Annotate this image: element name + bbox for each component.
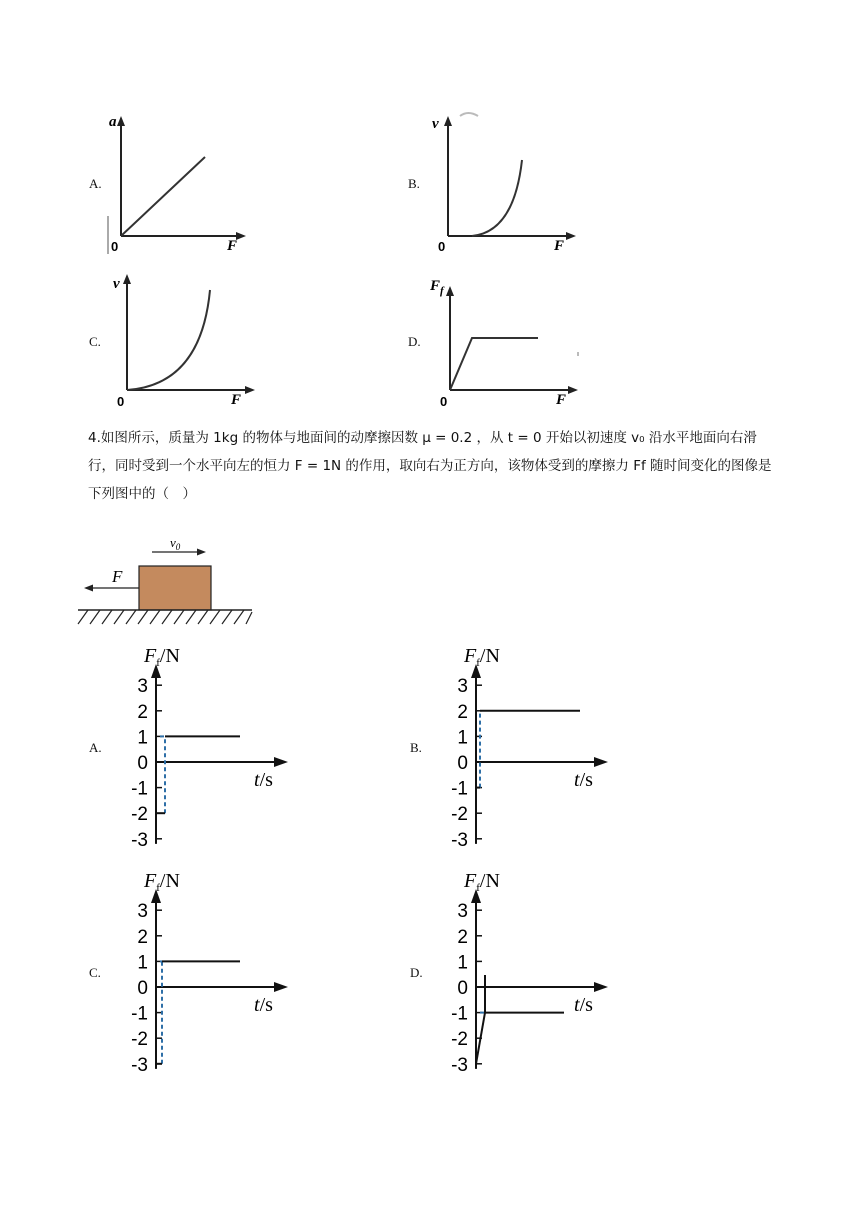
graph-curve: [472, 160, 522, 236]
y-tick-label-1: 1: [457, 952, 468, 974]
graph-curve: [127, 290, 210, 390]
y-tick-label-0: 0: [137, 978, 148, 999]
y-axis-arrow: [446, 286, 454, 296]
x-axis-arrow: [245, 386, 255, 394]
y-axis-title: $F_f/N$: [144, 645, 180, 669]
question-number: 4.: [88, 430, 101, 446]
origin-label: 0: [440, 394, 448, 409]
force-label: F: [112, 567, 123, 586]
x-axis-arrow: [274, 982, 288, 992]
origin-label: 0: [438, 239, 446, 254]
y-tick-label-0: 0: [457, 753, 468, 774]
origin-label: 0: [117, 394, 125, 409]
prev-option-b-label: B.: [408, 176, 420, 191]
y-axis-arrow: [444, 116, 452, 126]
y-tick-label--1: -1: [131, 1003, 148, 1025]
prev-graph-c: [111, 270, 271, 410]
x-axis-title: t/s: [574, 769, 593, 791]
x-axis-title: t/s: [254, 994, 273, 1016]
x-axis-label: F: [554, 238, 565, 254]
y-tick-label-2: 2: [137, 926, 148, 948]
prev-option-a-label: A.: [89, 176, 102, 191]
q4-graph-b: [424, 640, 624, 850]
x-axis-arrow: [274, 757, 288, 767]
y-axis-title: $F_f/N$: [464, 870, 500, 894]
q4-option-c-label: C.: [89, 965, 101, 980]
x-axis-title: t/s: [254, 769, 273, 791]
question-4-text: [88, 424, 778, 508]
y-tick-label--1: -1: [451, 778, 468, 800]
y-tick-label-2: 2: [457, 926, 468, 948]
x-axis-arrow: [568, 386, 578, 394]
velocity-arrowhead: [197, 549, 206, 556]
y-tick-label--2: -2: [131, 804, 148, 826]
x-axis-label: F: [227, 238, 238, 254]
y-tick-label--2: -2: [451, 1029, 468, 1051]
q4-option-b-label: B.: [410, 740, 422, 755]
block-diagram: [76, 530, 266, 630]
q4-graph-d: [424, 865, 624, 1075]
y-tick-label--1: -1: [131, 778, 148, 800]
y-tick-label-1: 1: [137, 952, 148, 974]
y-axis-label: $F_f$: [430, 278, 444, 297]
y-tick-label--3: -3: [131, 829, 148, 851]
prev-graph-a: [105, 112, 255, 252]
prev-option-c-label: C.: [89, 334, 101, 349]
x-axis-arrow: [566, 232, 576, 240]
velocity-label: $v_0$: [170, 535, 181, 552]
y-tick-label--1: -1: [451, 1003, 468, 1025]
y-axis-label: a: [109, 114, 117, 130]
y-tick-label-0: 0: [137, 753, 148, 774]
y-tick-label--3: -3: [451, 1054, 468, 1076]
y-axis-label: v: [113, 276, 120, 292]
y-axis-title: $F_f/N$: [144, 870, 180, 894]
y-tick-label-2: 2: [137, 701, 148, 723]
y-axis-title: $F_f/N$: [464, 645, 500, 669]
y-tick-label--3: -3: [451, 829, 468, 851]
q4-graph-a: [104, 640, 304, 850]
scan-artifact: [460, 113, 478, 116]
x-axis-title: t/s: [574, 994, 593, 1016]
x-axis-arrow: [236, 232, 246, 240]
y-tick-label-3: 3: [137, 676, 148, 698]
question-body: 如图所示，质量为 1kg 的物体与地面间的动摩擦因数 μ = 0.2 ，从 t = 0 开始以初速度 v₀ 沿水平地面向右滑行，同时受到一个水平向左的恒力 F = 1N 的作用，取向右为正方向，该物体受到的摩擦力 Ff 随时间变化的图像是下列图中的（ ）: [88, 430, 772, 502]
y-axis-sub: f: [440, 285, 444, 297]
y-tick-label-0: 0: [457, 978, 468, 999]
origin-label: 0: [111, 239, 119, 254]
block: [139, 566, 211, 610]
x-axis-arrow: [594, 982, 608, 992]
graph-line: [450, 338, 538, 390]
y-tick-label-3: 3: [137, 901, 148, 923]
y-axis-arrow: [123, 274, 131, 284]
graph-line: [121, 157, 205, 236]
q4-option-a-label: A.: [89, 740, 102, 755]
y-tick-label--2: -2: [451, 804, 468, 826]
ground-hatching: [78, 610, 252, 624]
x-axis-label: F: [556, 392, 567, 408]
force-arrowhead: [84, 585, 93, 592]
q4-graph-c: [104, 865, 304, 1075]
prev-graph-d: [430, 270, 594, 410]
x-axis-arrow: [594, 757, 608, 767]
y-tick-label-1: 1: [457, 727, 468, 749]
y-axis-label: v: [432, 116, 439, 132]
y-tick-label--2: -2: [131, 1029, 148, 1051]
x-axis-label: F: [231, 392, 242, 408]
y-tick-label--3: -3: [131, 1054, 148, 1076]
y-tick-label-2: 2: [457, 701, 468, 723]
y-tick-label-1: 1: [137, 727, 148, 749]
q4-option-d-label: D.: [410, 965, 423, 980]
y-tick-label-3: 3: [457, 676, 468, 698]
prev-graph-b: [432, 112, 582, 252]
y-axis-arrow: [117, 116, 125, 126]
prev-option-d-label: D.: [408, 334, 421, 349]
y-tick-label-3: 3: [457, 901, 468, 923]
